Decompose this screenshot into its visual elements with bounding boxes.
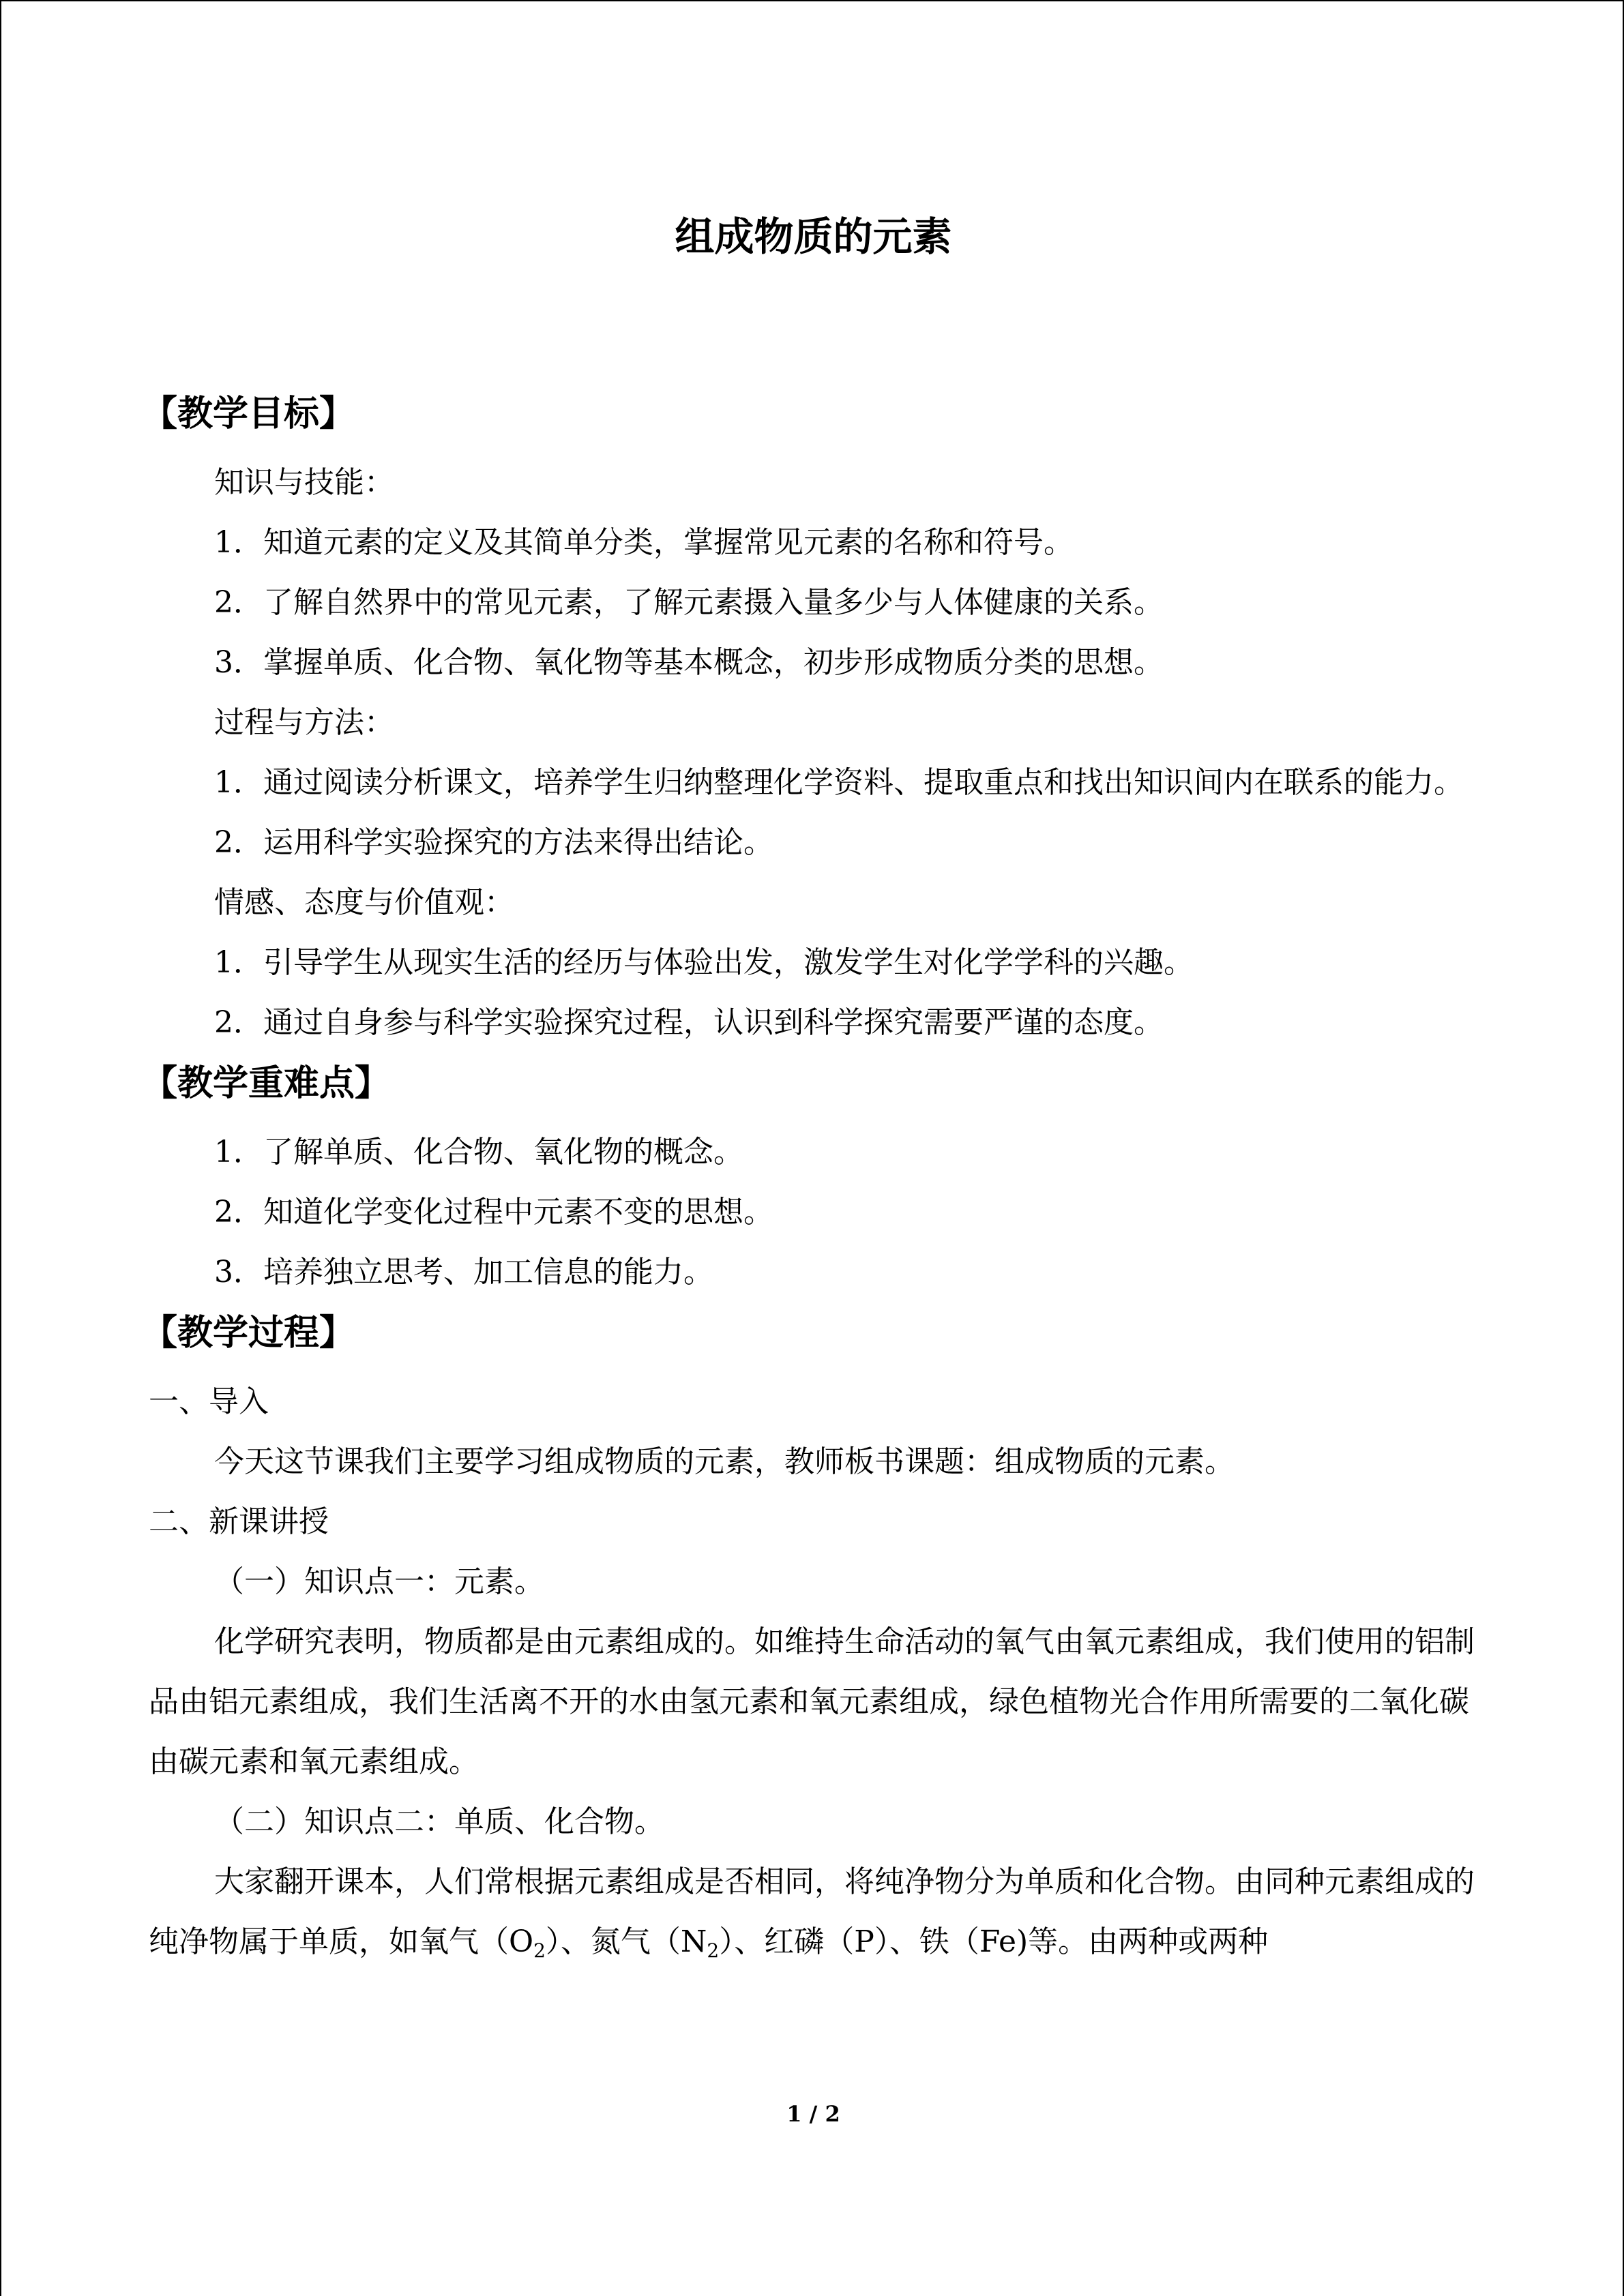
knowledge-point-1-label: （一）知识点一：元素。 xyxy=(214,1564,544,1599)
text-run: ）、氮气（N xyxy=(545,1924,707,1959)
subscript: 2 xyxy=(533,1939,546,1962)
section-heading-key-points: 【教学重难点】 xyxy=(142,1063,391,1104)
subscript: 2 xyxy=(707,1939,720,1962)
process-new-label: 二、新课讲授 xyxy=(149,1504,329,1539)
objective-line: 过程与方法： xyxy=(214,705,394,740)
document-body xyxy=(142,383,1479,1972)
objective-line: 2．了解自然界中的常见元素，了解元素摄入量多少与人体健康的关系。 xyxy=(214,585,1164,620)
objective-line: 2．运用科学实验探究的方法来得出结论。 xyxy=(214,825,773,860)
page-number: 1 / 2 xyxy=(786,2101,840,2127)
knowledge-point-2-text xyxy=(149,1852,1479,1972)
objective-line: 3．掌握单质、化合物、氧化物等基本概念，初步形成物质分类的思想。 xyxy=(214,645,1164,680)
knowledge-point-2-label: （二）知识点二：单质、化合物。 xyxy=(214,1804,664,1839)
section-heading-process: 【教学过程】 xyxy=(142,1313,355,1354)
objective-line: 2．通过自身参与科学实验探究过程，认识到科学探究需要严谨的态度。 xyxy=(214,1005,1164,1040)
text-run: 大家翻开课本，人们常根据元素组成是否相同，将纯净物分为单质和化合物。由同种元素组成的纯净物属于单质，如氧气（O xyxy=(149,1864,1475,1959)
objective-line: 知识与技能： xyxy=(214,465,394,500)
key-point-line: 3．培养独立思考、加工信息的能力。 xyxy=(214,1255,713,1289)
objective-line: 1．知道元素的定义及其简单分类，掌握常见元素的名称和符号。 xyxy=(214,525,1074,560)
objective-line: 情感、态度与价值观： xyxy=(214,885,514,920)
objective-line: 1．通过阅读分析课文，培养学生归纳整理化学资料、提取重点和找出知识间内在联系的能力。 xyxy=(214,765,1464,800)
knowledge-point-1-text: 化学研究表明，物质都是由元素组成的。如维持生命活动的氧气由氧元素组成，我们使用的铝制品由铝元素组成，我们生活离不开的水由氢元素和氧元素组成，绿色植物光合作用所需要的二氧化碳由碳元素和氧元素组成。 xyxy=(149,1624,1475,1779)
key-point-line: 2．知道化学变化过程中元素不变的思想。 xyxy=(214,1195,773,1229)
section-heading-objectives: 【教学目标】 xyxy=(142,393,355,434)
process-intro-text: 今天这节课我们主要学习组成物质的元素，教师板书课题：组成物质的元素。 xyxy=(214,1444,1235,1479)
process-intro-label: 一、导入 xyxy=(149,1384,269,1419)
key-point-line: 1．了解单质、化合物、氧化物的概念。 xyxy=(214,1135,743,1169)
document-title: 组成物质的元素 xyxy=(675,213,952,260)
objective-line: 1．引导学生从现实生活的经历与体验出发，激发学生对化学学科的兴趣。 xyxy=(214,945,1194,980)
text-run: ）、红磷（P）、铁（Fe)等。由两种或两种 xyxy=(719,1924,1269,1959)
